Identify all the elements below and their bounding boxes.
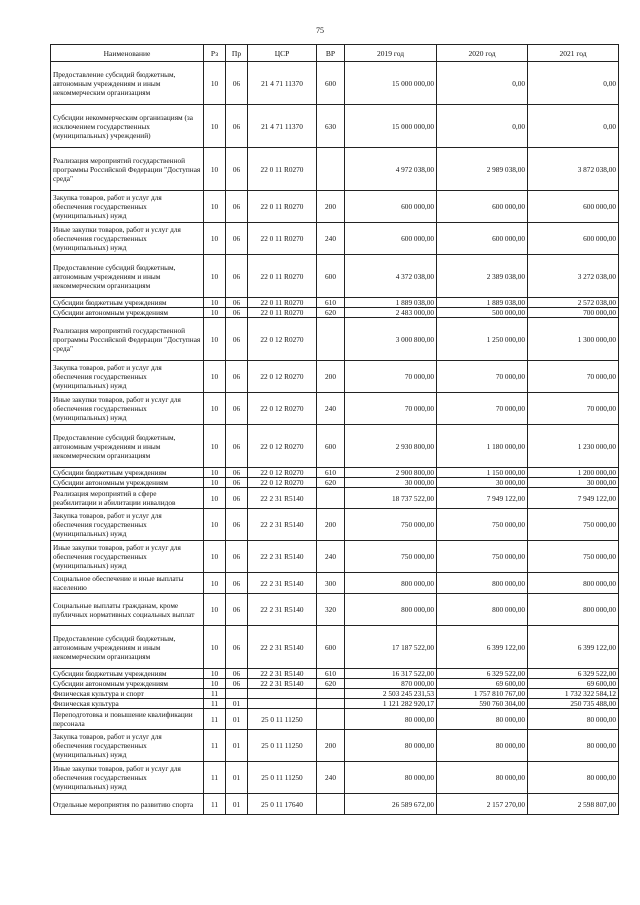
table-row <box>51 541 619 573</box>
cell-pr: 06 <box>226 318 248 361</box>
cell-pr <box>226 689 248 699</box>
cell-name: Реализация мероприятий государственной программы Российской Федерации "Доступная среда" <box>51 148 204 191</box>
table-row <box>51 488 619 509</box>
cell-vr: 320 <box>317 594 345 626</box>
cell-2020: 750 000,00 <box>437 541 528 573</box>
cell-name: Субсидии бюджетным учреждениям <box>51 468 204 478</box>
cell-csr: 22 0 11 R0270 <box>248 308 317 318</box>
cell-rz: 10 <box>204 255 226 298</box>
cell-name: Переподготовка и повышение квалификации персонала <box>51 709 204 730</box>
cell-2021: 80 000,00 <box>528 730 619 762</box>
cell-rz: 10 <box>204 478 226 488</box>
cell-pr: 06 <box>226 393 248 425</box>
cell-2021: 0,00 <box>528 105 619 148</box>
cell-csr: 25 0 11 17640 <box>248 794 317 815</box>
cell-rz: 10 <box>204 468 226 478</box>
cell-2021: 6 329 522,00 <box>528 669 619 679</box>
cell-2020: 800 000,00 <box>437 594 528 626</box>
cell-vr: 600 <box>317 626 345 669</box>
cell-vr: 200 <box>317 191 345 223</box>
cell-2019: 80 000,00 <box>345 709 437 730</box>
cell-name: Предоставление субсидий бюджетным, автономным учреждениям и иным некоммерческим организациям <box>51 425 204 468</box>
cell-2021: 69 600,00 <box>528 679 619 689</box>
cell-2021: 2 598 807,00 <box>528 794 619 815</box>
table-row <box>51 62 619 105</box>
cell-2021: 6 399 122,00 <box>528 626 619 669</box>
cell-2021: 600 000,00 <box>528 223 619 255</box>
table-row <box>51 679 619 689</box>
cell-2020: 80 000,00 <box>437 730 528 762</box>
cell-pr: 06 <box>226 148 248 191</box>
budget-table <box>50 44 619 815</box>
cell-vr: 600 <box>317 255 345 298</box>
cell-2021: 1 200 000,00 <box>528 468 619 478</box>
cell-vr: 600 <box>317 62 345 105</box>
cell-2020: 80 000,00 <box>437 709 528 730</box>
cell-name: Реализация мероприятий в сфере реабилитации и абилитации инвалидов <box>51 488 204 509</box>
table-row <box>51 361 619 393</box>
cell-csr: 22 0 11 R0270 <box>248 148 317 191</box>
cell-2021: 1 732 322 584,12 <box>528 689 619 699</box>
cell-csr: 22 2 31 R5140 <box>248 509 317 541</box>
cell-2019: 80 000,00 <box>345 730 437 762</box>
cell-vr: 600 <box>317 425 345 468</box>
table-row <box>51 425 619 468</box>
cell-2019: 1 889 038,00 <box>345 298 437 308</box>
cell-2021: 250 735 488,00 <box>528 699 619 709</box>
cell-rz: 10 <box>204 509 226 541</box>
cell-vr: 200 <box>317 730 345 762</box>
cell-pr: 01 <box>226 794 248 815</box>
cell-2019: 80 000,00 <box>345 762 437 794</box>
cell-name: Физическая культура и спорт <box>51 689 204 699</box>
cell-2019: 4 372 038,00 <box>345 255 437 298</box>
cell-vr: 240 <box>317 393 345 425</box>
cell-2020: 600 000,00 <box>437 223 528 255</box>
cell-csr: 22 2 31 R5140 <box>248 679 317 689</box>
cell-2019: 3 000 800,00 <box>345 318 437 361</box>
cell-pr: 06 <box>226 541 248 573</box>
cell-2019: 1 121 282 920,17 <box>345 699 437 709</box>
cell-pr: 06 <box>226 191 248 223</box>
cell-csr: 22 2 31 R5140 <box>248 626 317 669</box>
cell-rz: 10 <box>204 148 226 191</box>
cell-rz: 11 <box>204 699 226 709</box>
cell-2021: 80 000,00 <box>528 709 619 730</box>
cell-rz: 11 <box>204 730 226 762</box>
cell-2021: 0,00 <box>528 62 619 105</box>
cell-name: Субсидии автономным учреждениям <box>51 679 204 689</box>
cell-name: Физическая культура <box>51 699 204 709</box>
cell-name: Реализация мероприятий государственной программы Российской Федерации "Доступная среда" <box>51 318 204 361</box>
cell-pr: 06 <box>226 478 248 488</box>
table-header-row <box>51 45 619 62</box>
cell-name: Предоставление субсидий бюджетным, автономным учреждениям и иным некоммерческим организациям <box>51 626 204 669</box>
cell-csr: 22 0 12 R0270 <box>248 478 317 488</box>
col-header-csr: ЦСР <box>248 45 317 62</box>
cell-vr <box>317 488 345 509</box>
cell-2020: 70 000,00 <box>437 393 528 425</box>
cell-pr: 01 <box>226 762 248 794</box>
cell-rz: 11 <box>204 689 226 699</box>
cell-csr: 22 0 11 R0270 <box>248 298 317 308</box>
table-row <box>51 468 619 478</box>
table-row <box>51 709 619 730</box>
table-row <box>51 573 619 594</box>
table-row <box>51 594 619 626</box>
cell-2019: 750 000,00 <box>345 541 437 573</box>
table-row <box>51 626 619 669</box>
cell-pr: 06 <box>226 308 248 318</box>
cell-2021: 70 000,00 <box>528 393 619 425</box>
table-row <box>51 509 619 541</box>
cell-vr: 620 <box>317 478 345 488</box>
cell-2019: 2 503 245 231,53 <box>345 689 437 699</box>
cell-vr <box>317 699 345 709</box>
cell-rz: 10 <box>204 62 226 105</box>
cell-name: Субсидии бюджетным учреждениям <box>51 298 204 308</box>
cell-2019: 750 000,00 <box>345 509 437 541</box>
cell-vr: 240 <box>317 541 345 573</box>
cell-pr: 06 <box>226 509 248 541</box>
cell-name: Закупка товаров, работ и услуг для обеспечения государственных (муниципальных) нужд <box>51 361 204 393</box>
cell-pr: 06 <box>226 62 248 105</box>
cell-name: Субсидии автономным учреждениям <box>51 478 204 488</box>
table-body <box>51 62 619 815</box>
cell-vr <box>317 148 345 191</box>
cell-csr: 22 2 31 R5140 <box>248 488 317 509</box>
cell-2020: 0,00 <box>437 62 528 105</box>
cell-vr <box>317 689 345 699</box>
cell-csr: 21 4 71 11370 <box>248 105 317 148</box>
cell-2019: 2 930 800,00 <box>345 425 437 468</box>
cell-pr: 06 <box>226 105 248 148</box>
table-row <box>51 730 619 762</box>
cell-2021: 80 000,00 <box>528 762 619 794</box>
cell-name: Предоставление субсидий бюджетным, автономным учреждениям и иным некоммерческим организациям <box>51 62 204 105</box>
cell-vr: 240 <box>317 223 345 255</box>
cell-pr: 06 <box>226 669 248 679</box>
table-row <box>51 148 619 191</box>
cell-rz: 10 <box>204 393 226 425</box>
cell-rz: 10 <box>204 594 226 626</box>
cell-vr: 630 <box>317 105 345 148</box>
cell-vr: 240 <box>317 762 345 794</box>
table-row <box>51 308 619 318</box>
cell-2020: 6 399 122,00 <box>437 626 528 669</box>
col-header-vr: ВР <box>317 45 345 62</box>
cell-rz: 10 <box>204 191 226 223</box>
cell-2019: 2 483 000,00 <box>345 308 437 318</box>
cell-2020: 69 600,00 <box>437 679 528 689</box>
cell-rz: 10 <box>204 679 226 689</box>
cell-rz: 10 <box>204 626 226 669</box>
cell-rz: 10 <box>204 361 226 393</box>
cell-name: Субсидии бюджетным учреждениям <box>51 669 204 679</box>
cell-rz: 10 <box>204 669 226 679</box>
cell-2019: 70 000,00 <box>345 361 437 393</box>
cell-rz: 10 <box>204 541 226 573</box>
cell-rz: 10 <box>204 318 226 361</box>
table-row <box>51 223 619 255</box>
cell-pr: 01 <box>226 709 248 730</box>
cell-vr: 610 <box>317 298 345 308</box>
table-row <box>51 318 619 361</box>
cell-pr: 06 <box>226 425 248 468</box>
cell-2019: 17 187 522,00 <box>345 626 437 669</box>
cell-2020: 2 989 038,00 <box>437 148 528 191</box>
cell-2020: 590 760 304,00 <box>437 699 528 709</box>
col-header-rz: Рз <box>204 45 226 62</box>
cell-2021: 750 000,00 <box>528 541 619 573</box>
cell-2021: 800 000,00 <box>528 573 619 594</box>
cell-pr: 06 <box>226 361 248 393</box>
cell-vr: 620 <box>317 308 345 318</box>
cell-rz: 10 <box>204 105 226 148</box>
cell-rz: 11 <box>204 762 226 794</box>
cell-csr: 22 0 11 R0270 <box>248 255 317 298</box>
cell-name: Социальные выплаты гражданам, кроме публичных нормативных социальных выплат <box>51 594 204 626</box>
cell-vr: 200 <box>317 361 345 393</box>
cell-name: Закупка товаров, работ и услуг для обеспечения государственных (муниципальных) нужд <box>51 191 204 223</box>
table-row <box>51 699 619 709</box>
cell-vr <box>317 709 345 730</box>
cell-2019: 15 000 000,00 <box>345 105 437 148</box>
cell-csr <box>248 699 317 709</box>
cell-2020: 2 157 270,00 <box>437 794 528 815</box>
cell-2021: 2 572 038,00 <box>528 298 619 308</box>
cell-2019: 15 000 000,00 <box>345 62 437 105</box>
table-row <box>51 478 619 488</box>
cell-csr: 22 0 12 R0270 <box>248 361 317 393</box>
cell-csr <box>248 689 317 699</box>
cell-rz: 10 <box>204 298 226 308</box>
cell-2020: 70 000,00 <box>437 361 528 393</box>
cell-2021: 70 000,00 <box>528 361 619 393</box>
cell-vr: 610 <box>317 468 345 478</box>
cell-rz: 11 <box>204 709 226 730</box>
cell-pr: 06 <box>226 488 248 509</box>
cell-rz: 10 <box>204 308 226 318</box>
cell-vr: 200 <box>317 509 345 541</box>
cell-2020: 800 000,00 <box>437 573 528 594</box>
cell-2020: 1 180 000,00 <box>437 425 528 468</box>
cell-csr: 22 0 11 R0270 <box>248 191 317 223</box>
cell-2020: 1 757 810 767,00 <box>437 689 528 699</box>
col-header-2021: 2021 год <box>528 45 619 62</box>
cell-pr: 06 <box>226 594 248 626</box>
cell-2021: 3 872 038,00 <box>528 148 619 191</box>
cell-2021: 600 000,00 <box>528 191 619 223</box>
col-header-2019: 2019 год <box>345 45 437 62</box>
table-row <box>51 689 619 699</box>
table-row <box>51 191 619 223</box>
cell-2019: 800 000,00 <box>345 594 437 626</box>
cell-2020: 600 000,00 <box>437 191 528 223</box>
cell-vr: 620 <box>317 679 345 689</box>
cell-2019: 600 000,00 <box>345 191 437 223</box>
cell-name: Иные закупки товаров, работ и услуг для обеспечения государственных (муниципальных) нужд <box>51 223 204 255</box>
cell-pr: 06 <box>226 573 248 594</box>
cell-csr: 25 0 11 11250 <box>248 709 317 730</box>
cell-pr: 06 <box>226 298 248 308</box>
cell-2019: 800 000,00 <box>345 573 437 594</box>
cell-2021: 3 272 038,00 <box>528 255 619 298</box>
cell-csr: 22 2 31 R5140 <box>248 669 317 679</box>
table-row <box>51 298 619 308</box>
cell-csr: 22 2 31 R5140 <box>248 573 317 594</box>
cell-rz: 10 <box>204 488 226 509</box>
table-row <box>51 762 619 794</box>
cell-rz: 10 <box>204 573 226 594</box>
cell-name: Закупка товаров, работ и услуг для обеспечения государственных (муниципальных) нужд <box>51 730 204 762</box>
cell-2020: 750 000,00 <box>437 509 528 541</box>
cell-pr: 01 <box>226 699 248 709</box>
cell-2020: 1 889 038,00 <box>437 298 528 308</box>
cell-csr: 22 0 11 R0270 <box>248 223 317 255</box>
table-row <box>51 255 619 298</box>
cell-2020: 30 000,00 <box>437 478 528 488</box>
cell-2021: 1 230 000,00 <box>528 425 619 468</box>
cell-rz: 10 <box>204 223 226 255</box>
cell-rz: 11 <box>204 794 226 815</box>
cell-name: Субсидии некоммерческим организациям (за исключением государственных (муниципальных) учреждений) <box>51 105 204 148</box>
cell-name: Субсидии автономным учреждениям <box>51 308 204 318</box>
cell-csr: 22 0 12 R0270 <box>248 393 317 425</box>
cell-name: Социальное обеспечение и иные выплаты населению <box>51 573 204 594</box>
cell-csr: 21 4 71 11370 <box>248 62 317 105</box>
cell-2019: 600 000,00 <box>345 223 437 255</box>
cell-name: Иные закупки товаров, работ и услуг для обеспечения государственных (муниципальных) нужд <box>51 541 204 573</box>
cell-name: Иные закупки товаров, работ и услуг для обеспечения государственных (муниципальных) нужд <box>51 762 204 794</box>
cell-csr: 22 0 12 R0270 <box>248 318 317 361</box>
cell-csr: 22 0 12 R0270 <box>248 468 317 478</box>
cell-2021: 30 000,00 <box>528 478 619 488</box>
table-row <box>51 794 619 815</box>
cell-2021: 1 300 000,00 <box>528 318 619 361</box>
table-row <box>51 393 619 425</box>
cell-pr: 06 <box>226 679 248 689</box>
cell-2020: 0,00 <box>437 105 528 148</box>
cell-name: Иные закупки товаров, работ и услуг для обеспечения государственных (муниципальных) нужд <box>51 393 204 425</box>
cell-name: Предоставление субсидий бюджетным, автономным учреждениям и иным некоммерческим организациям <box>51 255 204 298</box>
cell-2019: 4 972 038,00 <box>345 148 437 191</box>
col-header-pr: Пр <box>226 45 248 62</box>
cell-2020: 1 150 000,00 <box>437 468 528 478</box>
cell-csr: 22 0 12 R0270 <box>248 425 317 468</box>
cell-2020: 2 389 038,00 <box>437 255 528 298</box>
cell-2020: 7 949 122,00 <box>437 488 528 509</box>
cell-csr: 25 0 11 11250 <box>248 762 317 794</box>
cell-pr: 06 <box>226 255 248 298</box>
col-header-2020: 2020 год <box>437 45 528 62</box>
cell-2019: 2 900 800,00 <box>345 468 437 478</box>
cell-name: Закупка товаров, работ и услуг для обеспечения государственных (муниципальных) нужд <box>51 509 204 541</box>
cell-2019: 18 737 522,00 <box>345 488 437 509</box>
col-header-name: Наименование <box>51 45 204 62</box>
cell-2019: 70 000,00 <box>345 393 437 425</box>
cell-csr: 22 2 31 R5140 <box>248 541 317 573</box>
cell-vr <box>317 794 345 815</box>
cell-rz: 10 <box>204 425 226 468</box>
cell-pr: 06 <box>226 468 248 478</box>
cell-pr: 06 <box>226 626 248 669</box>
cell-vr: 300 <box>317 573 345 594</box>
cell-2021: 7 949 122,00 <box>528 488 619 509</box>
page-number: 75 <box>316 26 324 35</box>
table-row <box>51 669 619 679</box>
cell-2019: 870 000,00 <box>345 679 437 689</box>
cell-2020: 1 250 000,00 <box>437 318 528 361</box>
cell-2019: 26 589 672,00 <box>345 794 437 815</box>
cell-name: Отдельные мероприятия по развитию спорта <box>51 794 204 815</box>
table-row <box>51 105 619 148</box>
cell-pr: 01 <box>226 730 248 762</box>
cell-2020: 6 329 522,00 <box>437 669 528 679</box>
cell-2021: 750 000,00 <box>528 509 619 541</box>
cell-2021: 800 000,00 <box>528 594 619 626</box>
cell-2019: 30 000,00 <box>345 478 437 488</box>
cell-vr <box>317 318 345 361</box>
cell-csr: 22 2 31 R5140 <box>248 594 317 626</box>
cell-2020: 500 000,00 <box>437 308 528 318</box>
cell-pr: 06 <box>226 223 248 255</box>
cell-2019: 16 317 522,00 <box>345 669 437 679</box>
cell-2020: 80 000,00 <box>437 762 528 794</box>
cell-2021: 700 000,00 <box>528 308 619 318</box>
cell-csr: 25 0 11 11250 <box>248 730 317 762</box>
cell-vr: 610 <box>317 669 345 679</box>
